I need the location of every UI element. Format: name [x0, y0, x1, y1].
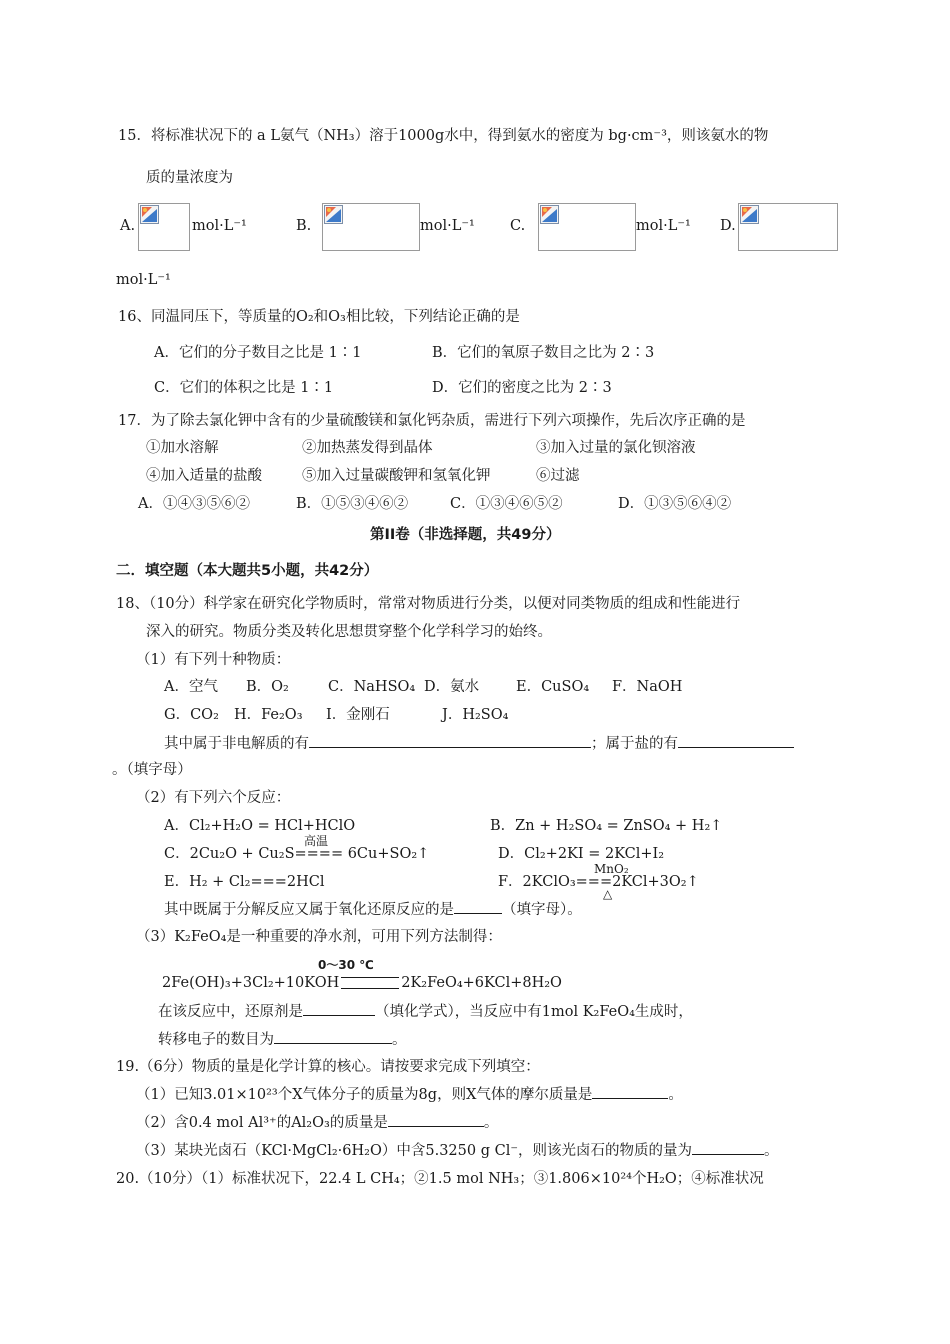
q18-part2-ask: 其中既属于分解反应又属于氧化还原反应的是 — [164, 902, 454, 918]
q15-option-b-unit: mol·L⁻¹ — [420, 218, 475, 234]
q19-sub2-period: 。 — [483, 1115, 499, 1131]
q17-option-d: D．①③⑤⑥④② — [618, 496, 732, 512]
q18-part2-question — [164, 899, 582, 920]
q19-sub2 — [136, 1112, 498, 1133]
q18-part3-tail: 。 — [392, 1032, 407, 1048]
q19-sub1-text: （1）已知3.01×10²³个X气体分子的质量为8g，则X气体的摩尔质量是 — [136, 1087, 593, 1103]
q18-substance-g: G．CO₂ — [164, 707, 219, 723]
q18-substance-f: F．NaOH — [612, 679, 683, 695]
q18-stem-line1: 18、（10分）科学家在研究化学物质时，常常对物质进行分类，以便对同类物质的组成和性能进行 — [116, 596, 741, 612]
q19-sub1 — [136, 1084, 683, 1105]
q18-part3-title: （3）K₂FeO₄是一种重要的净水剂，可用下列方法制得： — [136, 929, 502, 945]
q18-substance-i: I．金刚石 — [326, 707, 390, 723]
q18-stem-line2: 深入的研究。物质分类及转化思想贯穿整个化学科学习的始终。 — [146, 624, 552, 640]
q17-op5: ⑤加入过量碳酸钾和氢氧化钾 — [302, 468, 491, 484]
q18-reaction-a: A．Cl₂+H₂O = HCl+HClO — [164, 818, 356, 834]
q15-option-a-formula-image — [138, 203, 190, 251]
q18-reaction-c-condition: 高温 — [304, 834, 329, 848]
answer-blank-molar-mass[interactable] — [592, 1084, 668, 1099]
equation-double-arrow — [341, 977, 399, 989]
q19-sub1-period: 。 — [668, 1087, 683, 1103]
answer-blank-nonelectrolyte[interactable] — [309, 733, 591, 748]
q15-stem-line2: 质的量浓度为 — [146, 170, 233, 186]
q18-part2-tail: （填字母）。 — [502, 902, 582, 918]
q15-option-a-label: A. — [120, 218, 136, 234]
broken-image-icon — [540, 205, 559, 224]
q18-reaction-f: F．2KClO₃===2KCl+3O₂↑ — [498, 874, 699, 890]
q18-equation-condition: 0～30 ℃ — [318, 958, 374, 972]
broken-image-icon — [740, 205, 759, 224]
q19-sub3 — [136, 1140, 778, 1161]
q18-substance-c: C．NaHSO₄ — [328, 679, 416, 695]
q19-sub3-text: （3）某块光卤石（KCl·MgCl₂·6H₂O）中含5.3250 g Cl⁻，则该光卤石的物质的量为 — [136, 1143, 692, 1159]
q17-option-c: C．①③④⑥⑤② — [450, 496, 563, 512]
q18-part3-question-line1 — [158, 1001, 693, 1022]
section-ii-title: 第II卷（非选择题，共49分） — [370, 527, 561, 543]
q15-option-c-formula-image — [538, 203, 636, 251]
answer-blank-carnallite-moles[interactable] — [692, 1140, 764, 1155]
q18-part3-ask-electrons: 转移电子的数目为 — [158, 1032, 274, 1048]
q15-option-a-unit: mol·L⁻¹ — [192, 218, 247, 234]
answer-blank-electrons[interactable] — [274, 1029, 392, 1044]
q18-substance-j: J．H₂SO₄ — [442, 707, 509, 723]
q18-reaction-f-condition: MnO₂ — [594, 862, 629, 876]
q15-option-d-unit: mol·L⁻¹ — [116, 272, 171, 288]
q17-op3: ③加入过量的氯化钡溶液 — [536, 440, 696, 456]
q18-reaction-f-heat: △ — [603, 887, 613, 901]
answer-blank-reducer[interactable] — [303, 1001, 375, 1016]
q15-option-b-formula-image — [322, 203, 420, 251]
q18-substance-a: A．空气 — [164, 679, 218, 695]
q15-option-b-label: B. — [296, 218, 312, 234]
q18-part2-title: （2）有下列六个反应： — [136, 790, 291, 806]
answer-blank-salt[interactable] — [678, 733, 794, 748]
q18-part3-question-line2 — [158, 1029, 407, 1050]
q19-stem: 19.（6分）物质的量是化学计算的核心。请按要求完成下列填空： — [116, 1059, 540, 1075]
q18-reaction-d: D．Cl₂+2KI = 2KCl+I₂ — [498, 846, 665, 862]
q18-part1-ask-nonelectrolyte: 其中属于非电解质的有 — [164, 736, 309, 752]
q18-substance-h: H．Fe₂O₃ — [234, 707, 303, 723]
q18-equation — [162, 973, 562, 993]
q17-op2: ②加热蒸发得到晶体 — [302, 440, 433, 456]
q18-substance-b: B．O₂ — [246, 679, 289, 695]
q19-sub3-period: 。 — [763, 1143, 779, 1159]
answer-blank-al2o3-mass[interactable] — [388, 1112, 484, 1127]
q18-equation-reactants: 2Fe(OH)₃+3Cl₂+10KOH — [162, 975, 340, 991]
q18-part1-question — [164, 733, 794, 754]
part-two-title: 二．填空题（本大题共5小题，共42分） — [116, 563, 379, 579]
q15-stem-line1: 15．将标准状况下的 a L氨气（NH₃）溶于1000g水中，得到氨水的密度为 bg·cm⁻³，则该氨水的物 — [118, 128, 769, 144]
q16-stem: 16、同温同压下，等质量的O₂和O₃相比较，下列结论正确的是 — [118, 309, 520, 325]
q17-option-b: B．①⑤③④⑥② — [296, 496, 409, 512]
q16-option-d: D．它们的密度之比为 2∶3 — [432, 380, 612, 396]
answer-blank-decomposition[interactable] — [454, 899, 502, 914]
q18-substance-e: E．CuSO₄ — [516, 679, 590, 695]
q18-equation-products: 2K₂FeO₄+6KCl+8H₂O — [401, 975, 562, 991]
q17-option-a: A．①④③⑤⑥② — [138, 496, 250, 512]
q16-option-a: A．它们的分子数目之比是 1∶1 — [154, 345, 362, 361]
q17-op1: ①加水溶解 — [146, 440, 219, 456]
q18-part1-tail: 。（填字母） — [112, 762, 192, 778]
q18-part1-ask-salt: ；属于盐的有 — [591, 736, 678, 752]
q18-substance-d: D．氨水 — [424, 679, 480, 695]
q18-part3-ask-reducer: 在该反应中，还原剂是 — [158, 1004, 303, 1020]
q15-option-c-label: C. — [510, 218, 526, 234]
q18-reaction-c: C．2Cu₂O + Cu₂S==== 6Cu+SO₂↑ — [164, 846, 430, 862]
q17-stem: 17．为了除去氯化钾中含有的少量硫酸镁和氯化钙杂质，需进行下列六项操作，先后次序正确的是 — [118, 413, 746, 429]
broken-image-icon — [140, 205, 159, 224]
q20-stem: 20.（10分）（1）标准状况下，22.4 L CH₄；②1.5 mol NH₃；③1.806×10²⁴个H₂O；④标准状况 — [116, 1171, 764, 1187]
q18-part3-ask-k2feo4: （填化学式），当反应中有1mol K₂FeO₄生成时， — [375, 1004, 693, 1020]
q16-option-c: C．它们的体积之比是 1∶1 — [154, 380, 334, 396]
q17-op4: ④加入适量的盐酸 — [146, 468, 262, 484]
q18-reaction-e: E．H₂ + Cl₂===2HCl — [164, 874, 325, 890]
broken-image-icon — [324, 205, 343, 224]
q18-reaction-b: B．Zn + H₂SO₄ = ZnSO₄ + H₂↑ — [490, 818, 723, 834]
q19-sub2-text: （2）含0.4 mol Al³⁺的Al₂O₃的质量是 — [136, 1115, 388, 1131]
q15-option-d-label: D. — [720, 218, 736, 234]
q15-option-c-unit: mol·L⁻¹ — [636, 218, 691, 234]
q17-op6: ⑥过滤 — [536, 468, 580, 484]
q15-option-d-formula-image — [738, 203, 838, 251]
q18-part1-title: （1）有下列十种物质： — [136, 652, 291, 668]
q16-option-b: B．它们的氧原子数目之比为 2∶3 — [432, 345, 655, 361]
